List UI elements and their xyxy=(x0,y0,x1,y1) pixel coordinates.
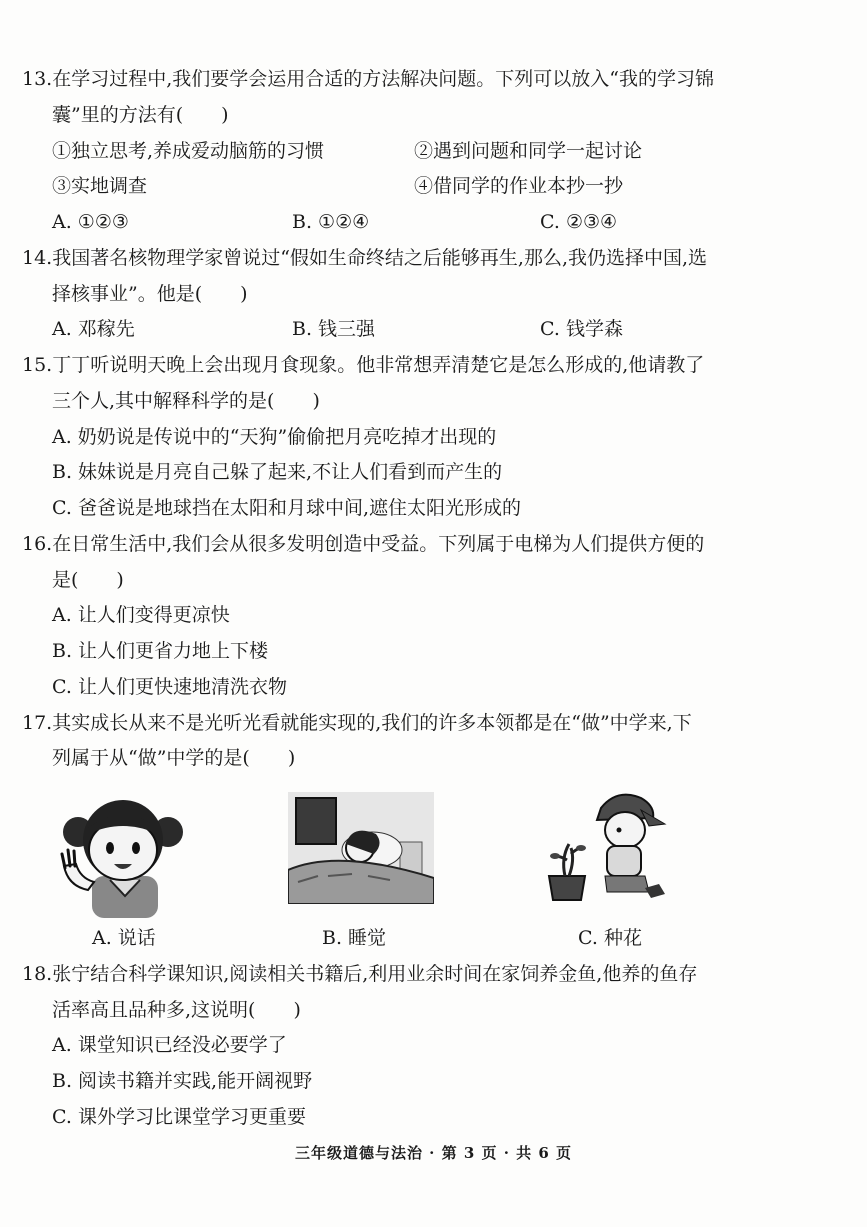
q16-stem-line2: 是( ) xyxy=(52,569,124,591)
q16-option-c: C. 让人们更快速地清洗衣物 xyxy=(52,676,287,698)
q17-stem-line1: 17.其实成长从来不是光听光看就能实现的,我们的许多本领都是在“做”中学来,下 xyxy=(22,712,692,734)
q13-item-4: ④借同学的作业本抄一抄 xyxy=(414,175,624,197)
q13-option-a: A. ①②③ xyxy=(52,211,129,233)
q15-stem-line1: 15.丁丁听说明天晚上会出现月食现象。他非常想弄清楚它是怎么形成的,他请教了 xyxy=(22,354,705,376)
q16-stem-line1: 16.在日常生活中,我们会从很多发明创造中受益。下列属于电梯为人们提供方便的 xyxy=(22,533,705,555)
q13-item-1: ①独立思考,养成爱动脑筋的习惯 xyxy=(52,140,325,162)
page-footer: 三年级道德与法治 · 第 3 页 · 共 6 页 xyxy=(294,1144,573,1162)
q17-option-b: B. 睡觉 xyxy=(322,927,387,949)
q13-stem-line2: 囊”里的方法有( ) xyxy=(52,104,229,126)
q15-option-c: C. 爸爸说是地球挡在太阳和月球中间,遮住太阳光形成的 xyxy=(52,497,521,519)
q18-stem-line1: 18.张宁结合科学课知识,阅读相关书籍后,利用业余时间在家饲养金鱼,他养的鱼存 xyxy=(22,963,698,985)
q16-option-b: B. 让人们更省力地上下楼 xyxy=(52,640,269,662)
q14-stem-line2: 择核事业”。他是( ) xyxy=(52,283,248,305)
q13-item-2: ②遇到问题和同学一起讨论 xyxy=(414,140,643,162)
q13-option-b: B. ①②④ xyxy=(292,211,370,233)
q14-option-a: A. 邓稼先 xyxy=(52,318,135,340)
q18-option-c: C. 课外学习比课堂学习更重要 xyxy=(52,1106,306,1128)
q18-option-a: A. 课堂知识已经没必要学了 xyxy=(52,1034,287,1056)
q15-stem-line2: 三个人,其中解释科学的是( ) xyxy=(52,390,320,412)
q15-option-b: B. 妹妹说是月亮自己躲了起来,不让人们看到而产生的 xyxy=(52,461,503,483)
q13-option-c: C. ②③④ xyxy=(540,211,618,233)
q18-option-b: B. 阅读书籍并实践,能开阔视野 xyxy=(52,1070,313,1092)
q17-option-c: C. 种花 xyxy=(578,927,642,949)
child-planting-illustration xyxy=(545,788,675,912)
q14-option-b: B. 钱三强 xyxy=(292,318,376,340)
q16-option-a: A. 让人们变得更凉快 xyxy=(52,604,230,626)
girl-talking-illustration xyxy=(58,788,188,918)
q13-stem-line1: 13.在学习过程中,我们要学会运用合适的方法解决问题。下列可以放入“我的学习锦 xyxy=(22,68,714,90)
q13-item-3: ③实地调查 xyxy=(52,175,148,197)
q17-stem-line2: 列属于从“做”中学的是( ) xyxy=(52,747,296,769)
q14-option-c: C. 钱学森 xyxy=(540,318,623,340)
q15-option-a: A. 奶奶说是传说中的“天狗”偷偷把月亮吃掉才出现的 xyxy=(52,426,497,448)
q17-option-a: A. 说话 xyxy=(92,927,156,949)
q18-stem-line2: 活率高且品种多,这说明( ) xyxy=(52,999,301,1021)
child-sleeping-illustration xyxy=(288,792,434,904)
q14-stem-line1: 14.我国著名核物理学家曾说过“假如生命终结之后能够再生,那么,我仍选择中国,选 xyxy=(22,247,708,269)
